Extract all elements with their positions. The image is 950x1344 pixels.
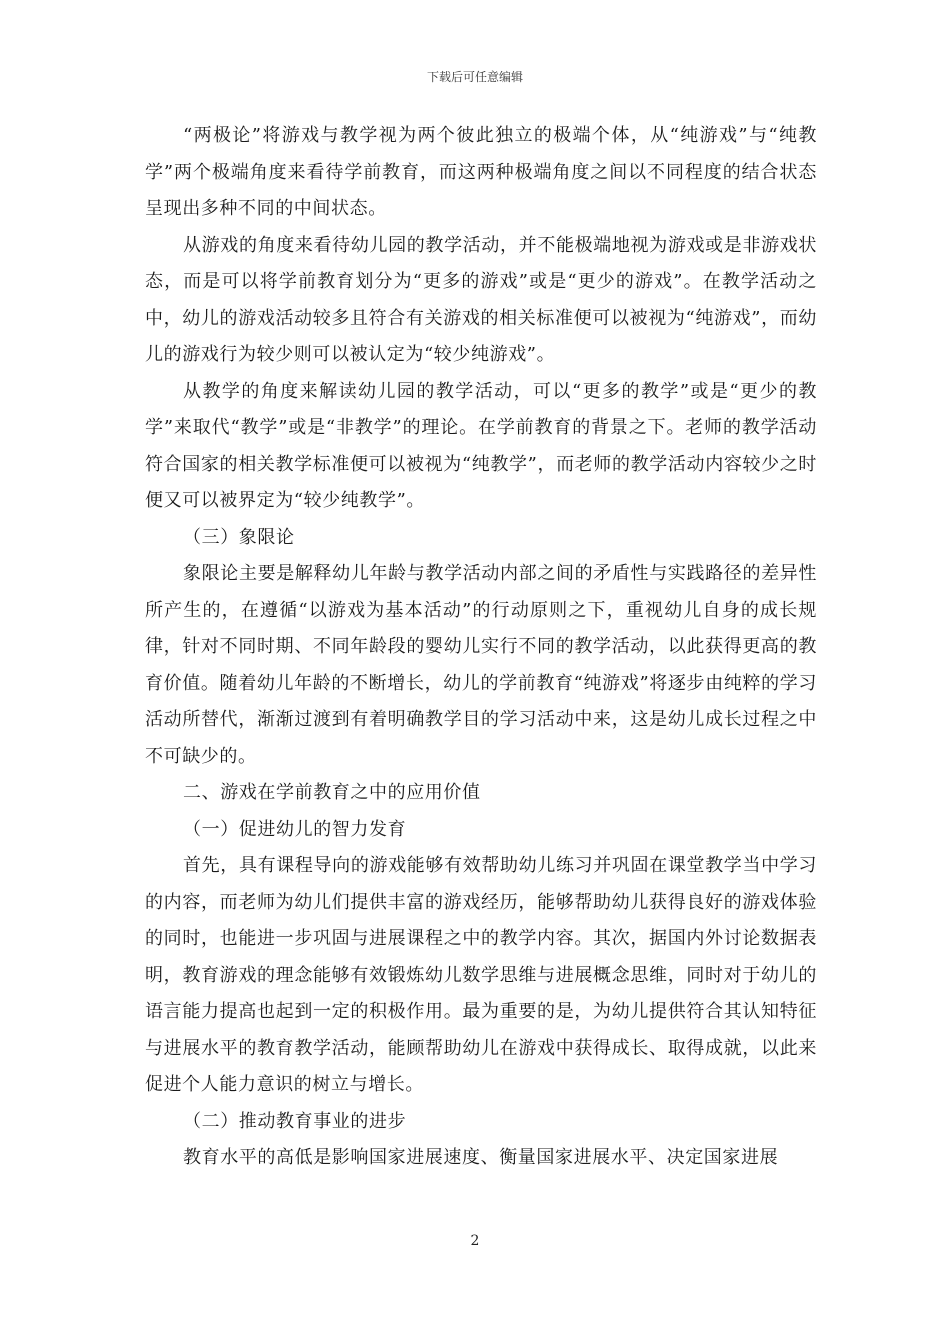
document-body	[145, 118, 817, 1177]
paragraph-teaching-perspective: 从教学的角度来解读幼儿园的教学活动，可以“更多的教学”或是“更少的教学”来取代“教学”或是“非教学”的理论。在学前教育的背景之下。老师的教学活动符合国家的相关教学标准便可以被视为“纯教学”，而老师的教学活动内容较少之时便又可以被界定为“较少纯教学”。	[145, 380, 817, 511]
subheading-quadrant-theory: （三）象限论	[183, 526, 295, 548]
page-header: 下载后可任意编辑	[426, 70, 523, 84]
section-heading-application-value: 二、游戏在学前教育之中的应用价值	[183, 782, 481, 803]
paragraph-education-progress: 教育水平的高低是影响国家进展速度、衡量国家进展水平、决定国家进展	[183, 1147, 779, 1168]
paragraph-two-poles-intro: “两极论”将游戏与教学视为两个彼此独立的极端个体，从“纯游戏”与“纯教学”两个极端角度来看待学前教育，而这两种极端角度之间以不同程度的结合状态呈现出多种不同的中间状态。	[145, 125, 817, 219]
subheading-intelligence-development: （一）促进幼儿的智力发育	[183, 818, 407, 840]
paragraph-quadrant-theory: 象限论主要是解释幼儿年龄与教学活动内部之间的矛盾性与实践路径的差异性所产生的，在遵循“以游戏为基本活动”的行动原则之下，重视幼儿自身的成长规律，针对不同时期、不同年龄段的婴幼儿实行不同的教学活动，以此获得更高的教育价值。随着幼儿年龄的不断增长，幼儿的学前教育“纯游戏”将逐步由纯粹的学习活动所替代，渐渐过渡到有着明确教学目的学习活动中来，这是幼儿成长过程之中不可缺少的。	[145, 563, 817, 767]
paragraph-game-perspective: 从游戏的角度来看待幼儿园的教学活动，并不能极端地视为游戏或是非游戏状态，而是可以将学前教育划分为“更多的游戏”或是“更少的游戏”。在教学活动之中，幼儿的游戏活动较多且符合有关游戏的相关标准便可以被视为“纯游戏”，而幼儿的游戏行为较少则可以被认定为“较少纯游戏”。	[145, 234, 817, 365]
paragraph-intelligence-development: 首先，具有课程导向的游戏能够有效帮助幼儿练习并巩固在课堂教学当中学习的内容，而老师为幼儿们提供丰富的游戏经历，能够帮助幼儿获得良好的游戏体验的同时，也能进一步巩固与进展课程之中的教学内容。其次，据国内外讨论数据表明，教育游戏的理念能够有效锻炼幼儿数学思维与进展概念思维，同时对于幼儿的语言能力提高也起到一定的积极作用。最为重要的是，为幼儿提供符合其认知特征与进展水平的教育教学活动，能顾帮助幼儿在游戏中获得成长、取得成就，以此来促进个人能力意识的树立与增长。	[145, 855, 817, 1095]
page-number: 2	[470, 1233, 480, 1249]
subheading-education-progress: （二）推动教育事业的进步	[183, 1110, 407, 1132]
